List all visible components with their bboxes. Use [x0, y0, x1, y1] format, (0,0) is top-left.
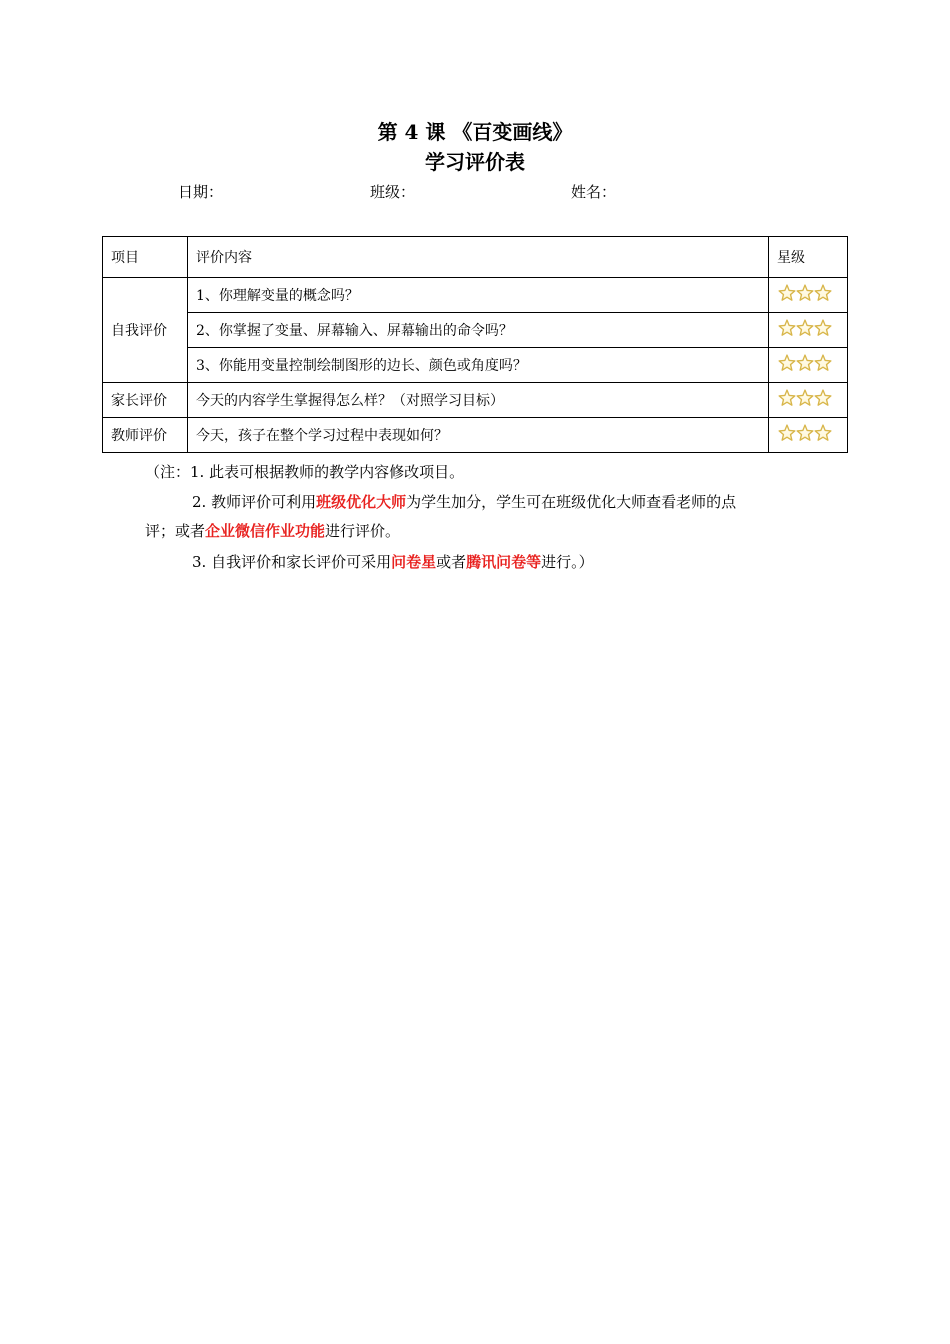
star-rating[interactable]	[769, 418, 848, 453]
star-outline-icon[interactable]	[814, 424, 832, 442]
group-teacher-eval: 教师评价	[103, 418, 188, 453]
star-outline-icon[interactable]	[796, 319, 814, 337]
row-content: 1、你理解变量的概念吗？	[188, 278, 769, 313]
note-2-prefix: 2. 教师评价可利用	[192, 493, 317, 511]
star-outline-icon[interactable]	[796, 354, 814, 372]
table-row	[103, 348, 848, 383]
lesson-title: 第 4 课 《百变画线》	[377, 120, 573, 144]
table-title: 学习评价表	[425, 150, 525, 174]
note-1: （注：1. 此表可根据教师的教学内容修改项目。	[145, 463, 465, 481]
header-item: 项目	[103, 237, 188, 278]
stars-group[interactable]	[778, 354, 832, 372]
star-outline-icon[interactable]	[796, 424, 814, 442]
group-parent-eval: 家长评价	[103, 383, 188, 418]
note-2	[192, 492, 736, 512]
header-stars: 星级	[769, 237, 848, 278]
class-label: 班级：	[370, 183, 416, 201]
star-rating[interactable]	[769, 383, 848, 418]
stars-group[interactable]	[778, 319, 832, 337]
note-2-text: 为学生加分，学生可在班级优化大师查看老师的点	[406, 493, 737, 511]
row-content: 3、你能用变量控制绘制图形的边长、颜色或角度吗？	[188, 348, 769, 383]
note-2-highlight-tool: 班级优化大师	[316, 493, 407, 511]
note-3-prefix: 3. 自我评价和家长评价可采用	[192, 553, 392, 571]
note-3-highlight-tool-1: 问卷星	[391, 553, 437, 571]
stars-group[interactable]	[778, 389, 832, 407]
table-header-row	[103, 237, 848, 278]
stars-group[interactable]	[778, 424, 832, 442]
note-2b-prefix: 评；或者	[145, 522, 206, 540]
star-outline-icon[interactable]	[814, 389, 832, 407]
table-row	[103, 418, 848, 453]
star-outline-icon[interactable]	[796, 389, 814, 407]
star-outline-icon[interactable]	[796, 284, 814, 302]
note-3-highlight-tool-2: 腾讯问卷等	[466, 553, 542, 571]
row-content: 今天的内容学生掌握得怎么样？（对照学习目标）	[188, 383, 769, 418]
star-outline-icon[interactable]	[814, 354, 832, 372]
star-rating[interactable]	[769, 278, 848, 313]
row-content: 今天，孩子在整个学习过程中表现如何？	[188, 418, 769, 453]
note-3-mid: 或者	[436, 553, 467, 571]
header-content: 评价内容	[188, 237, 769, 278]
star-rating[interactable]	[769, 348, 848, 383]
note-2-continued	[145, 521, 400, 541]
name-label: 姓名：	[571, 183, 617, 201]
evaluation-table	[102, 236, 848, 453]
table-row	[103, 383, 848, 418]
star-outline-icon[interactable]	[778, 424, 796, 442]
stars-group[interactable]	[778, 284, 832, 302]
table-row	[103, 313, 848, 348]
star-outline-icon[interactable]	[778, 284, 796, 302]
star-outline-icon[interactable]	[814, 284, 832, 302]
star-outline-icon[interactable]	[814, 319, 832, 337]
star-outline-icon[interactable]	[778, 319, 796, 337]
group-self-eval: 自我评价	[103, 278, 188, 383]
date-label: 日期：	[178, 183, 224, 201]
row-content: 2、你掌握了变量、屏幕输入、屏幕输出的命令吗？	[188, 313, 769, 348]
note-3	[192, 552, 594, 572]
note-2b-highlight-tool: 企业微信作业功能	[205, 522, 326, 540]
table-row	[103, 278, 848, 313]
star-outline-icon[interactable]	[778, 354, 796, 372]
note-3-suffix: 进行。）	[541, 553, 594, 571]
star-outline-icon[interactable]	[778, 389, 796, 407]
note-2b-suffix: 进行评价。	[325, 522, 401, 540]
star-rating[interactable]	[769, 313, 848, 348]
